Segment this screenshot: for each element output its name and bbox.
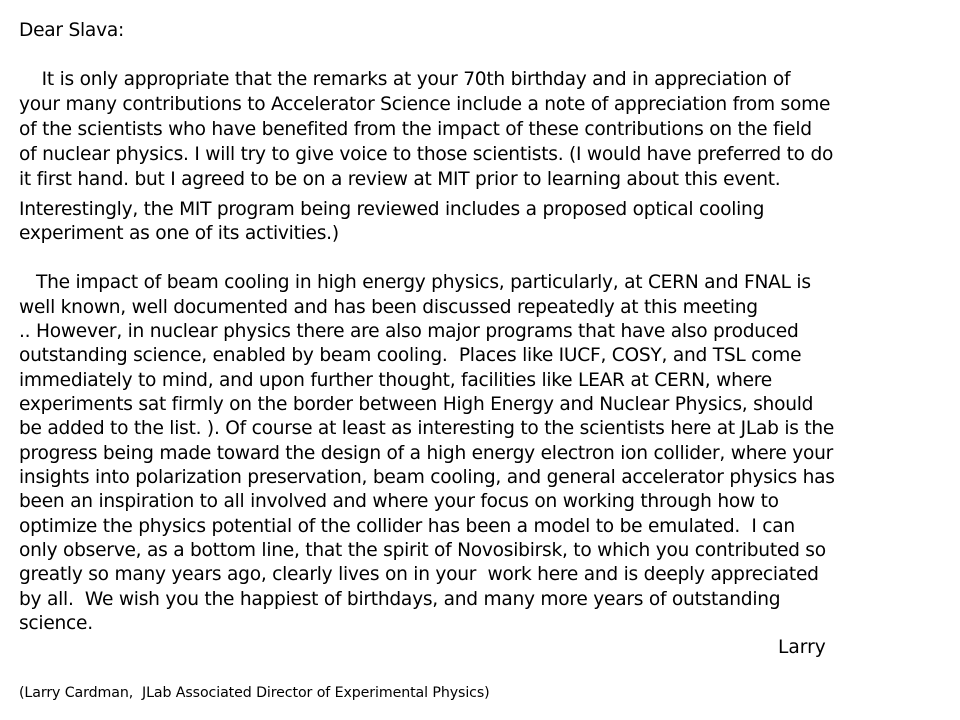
paragraph-line: be added to the list. ). Of course at least as interesting to the scientists here at JLab is the: [19, 418, 835, 439]
paragraph-line: experiment as one of its activities.): [19, 223, 339, 244]
paragraph-line: It is only appropriate that the remarks at your 70th birthday and in appreciation of: [19, 69, 791, 90]
paragraph-line: experiments sat firmly on the border between High Energy and Nuclear Physics, should: [19, 394, 814, 415]
paragraph-line: of nuclear physics. I will try to give voice to those scientists. (I would have preferred to do: [19, 144, 834, 165]
footnote: (Larry Cardman, JLab Associated Director of Experimental Physics): [19, 685, 490, 701]
paragraph-line: Interestingly, the MIT program being reviewed includes a proposed optical cooling: [19, 199, 765, 220]
paragraph-line: of the scientists who have benefited from the impact of these contributions on the field: [19, 119, 812, 140]
paragraph-line: progress being made toward the design of a high energy electron ion collider, where your: [19, 443, 834, 464]
paragraph-line: immediately to mind, and upon further thought, facilities like LEAR at CERN, where: [19, 370, 772, 391]
paragraph-line: outstanding science, enabled by beam cooling. Places like IUCF, COSY, and TSL come: [19, 345, 802, 366]
paragraph-line: been an inspiration to all involved and where your focus on working through how to: [19, 491, 779, 512]
paragraph-line: optimize the physics potential of the collider has been a model to be emulated. I can: [19, 516, 795, 537]
paragraph-line: science.: [19, 613, 93, 634]
paragraph-line: your many contributions to Accelerator Science include a note of appreciation from some: [19, 94, 831, 115]
paragraph-line: insights into polarization preservation, beam cooling, and general accelerator physics has: [19, 467, 835, 488]
signature: Larry: [778, 637, 826, 658]
paragraph-line: by all. We wish you the happiest of birthdays, and many more years of outstanding: [19, 589, 781, 610]
paragraph-line: greatly so many years ago, clearly lives on in your work here and is deeply appreciated: [19, 564, 819, 585]
paragraph-line: well known, well documented and has been discussed repeatedly at this meeting: [19, 297, 758, 318]
salutation: Dear Slava:: [19, 20, 124, 41]
paragraph-line: it first hand. but I agreed to be on a review at MIT prior to learning about this event.: [19, 169, 781, 190]
paragraph-line: only observe, as a bottom line, that the spirit of Novosibirsk, to which you contributed so: [19, 540, 826, 561]
paragraph-line: The impact of beam cooling in high energy physics, particularly, at CERN and FNAL is: [19, 272, 811, 293]
paragraph-line: .. However, in nuclear physics there are also major programs that have also produced: [19, 321, 799, 342]
